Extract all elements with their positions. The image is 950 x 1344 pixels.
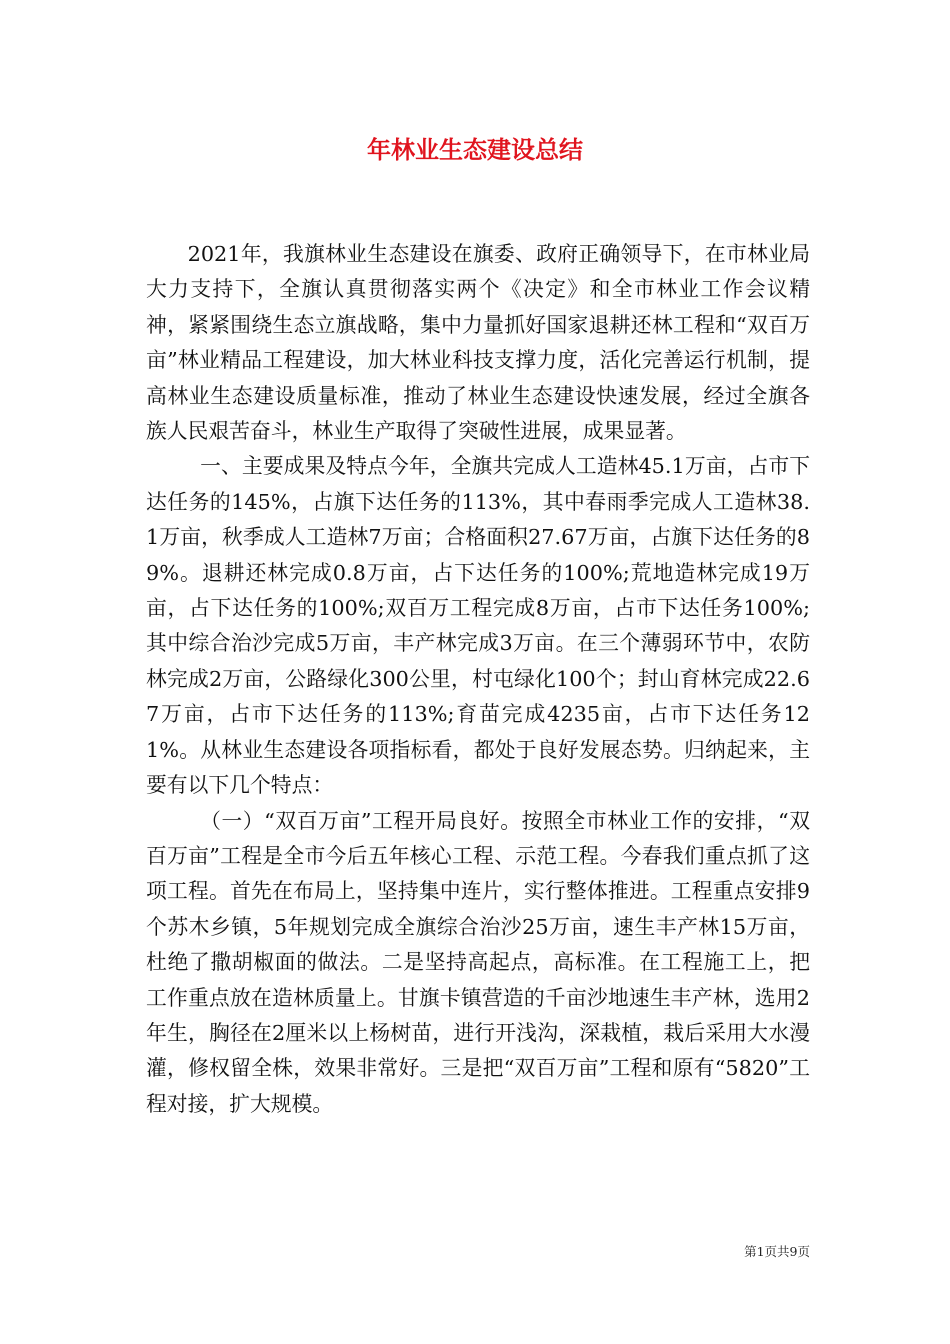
- page-number: 第1页共9页: [744, 1244, 810, 1259]
- document-title: 年林业生态建设总结: [367, 136, 583, 164]
- document-body: [146, 237, 810, 1122]
- paragraph-project-start: （一）“双百万亩”工程开局良好。按照全市林业工作的安排，“双百万亩”工程是全市今后五年核心工程、示范工程。今春我们重点抓了这项工程。首先在布局上，坚持集中连片，实行整体推进。工程重点安排9个苏木乡镇，5年规划完成全旗综合治沙25万亩，速生丰产林15万亩，杜绝了撒胡椒面的做法。二是坚持高起点，高标准。在工程施工上，把工作重点放在造林质量上。甘旗卡镇营造的千亩沙地速生丰产林，选用2年生，胸径在2厘米以上杨树苗，进行开浅沟，深栽植，栽后采用大水漫灌，修权留全株，效果非常好。三是把“双百万亩”工程和原有“5820”工程对接，扩大规模。: [146, 808, 810, 1116]
- paragraph-main-results: 一、主要成果及特点今年，全旗共完成人工造林45.1万亩，占市下达任务的145%，占旗下达任务的113%，其中春雨季完成人工造林38.1万亩，秋季成人工造林7万亩；合格面积27.67万亩，占旗下达任务的89%。退耕还林完成0.8万亩，占下达任务的100%;荒地造林完成19万亩，占下达任务的100%;双百万工程完成8万亩，占市下达任务100%;其中综合治沙完成5万亩，丰产林完成3万亩。在三个薄弱环节中，农防林完成2万亩，公路绿化300公里，村屯绿化100个；封山育林完成22.67万亩，占市下达任务的113%;育苗完成4235亩，占市下达任务121%。从林业生态建设各项指标看，都处于良好发展态势。归纳起来，主要有以下几个特点：: [146, 454, 810, 798]
- paragraph-intro: 2021年，我旗林业生态建设在旗委、政府正确领导下，在市林业局大力支持下，全旗认真贯彻落实两个《决定》和全市林业工作会议精神，紧紧围绕生态立旗战略，集中力量抓好国家退耕还林工程和“双百万亩”林业精品工程建设，加大林业科技支撑力度，活化完善运行机制，提高林业生态建设质量标准，推动了林业生态建设快速发展，经过全旗各族人民艰苦奋斗，林业生产取得了突破性进展，成果显著。: [146, 242, 810, 444]
